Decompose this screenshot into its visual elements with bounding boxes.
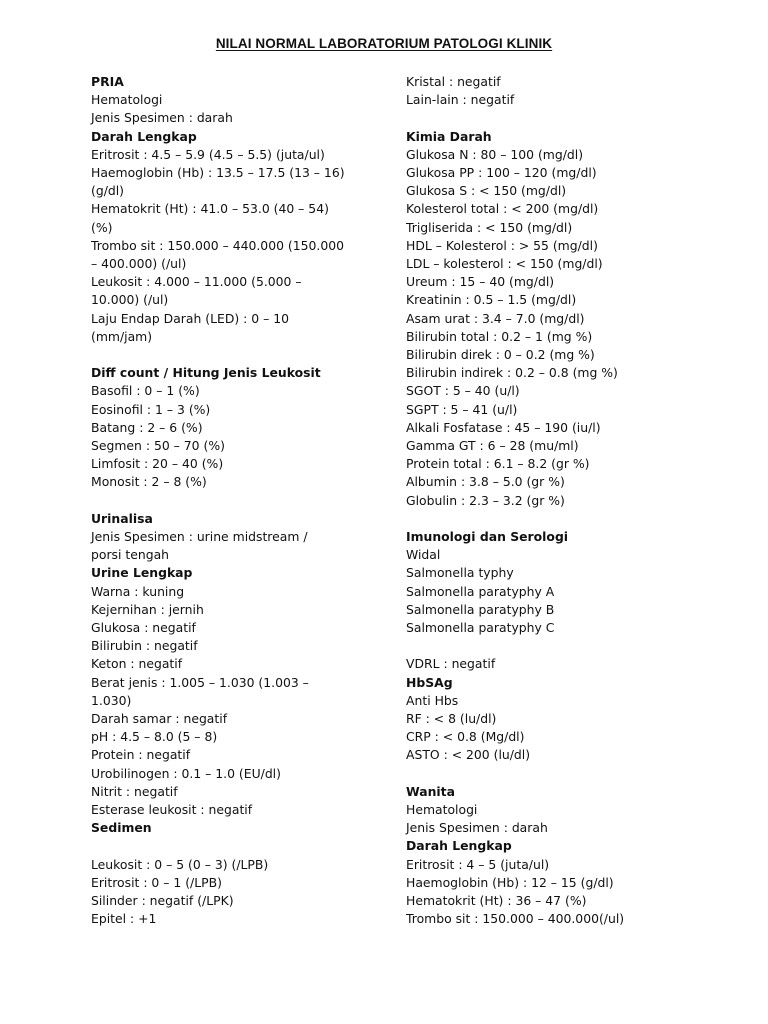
text-line: HDL – Kolesterol : > 55 (mg/dl): [406, 237, 598, 253]
text-line: Bilirubin total : 0.2 – 1 (mg %): [406, 328, 593, 344]
text-line: (g/dl): [91, 183, 125, 199]
text-line: Widal: [406, 547, 441, 563]
text-line: Kejernihan : jernih: [91, 601, 204, 617]
text-line: Anti Hbs: [406, 692, 459, 708]
text-line: 1.030): [91, 692, 132, 708]
text-line: Glukosa PP : 100 – 120 (mg/dl): [406, 165, 597, 180]
text-line: Eritrosit : 4 – 5 (juta/ul): [406, 856, 550, 872]
text-line: Berat jenis : 1.005 – 1.030 (1.003 –: [91, 674, 309, 690]
text-line: pH : 4.5 – 8.0 (5 – 8): [91, 729, 218, 745]
text-line: Jenis Spesimen : urine midstream /: [91, 529, 308, 545]
text-line: (mm/jam): [91, 328, 153, 344]
blank-line: [406, 109, 706, 127]
text-line: Batang : 2 – 6 (%): [91, 419, 203, 435]
text-line: Basofil : 0 – 1 (%): [91, 383, 200, 399]
text-line: Alkali Fosfatase : 45 – 190 (iu/l): [406, 419, 601, 435]
text-line: Segmen : 50 – 70 (%): [91, 438, 225, 454]
text-line: Silinder : negatif (/LPK): [91, 893, 234, 909]
text-line: Eritrosit : 0 – 1 (/LPB): [91, 874, 222, 890]
section-heading: Diff count / Hitung Jenis Leukosit: [91, 365, 321, 381]
section-heading: Wanita: [406, 783, 455, 799]
text-line: Lain-lain : negatif: [406, 92, 515, 108]
text-line: Hematologi: [406, 802, 478, 818]
section-heading: Darah Lengkap: [91, 128, 197, 144]
section-heading: Sedimen: [91, 820, 152, 836]
text-line: Hematokrit (Ht) : 36 – 47 (%): [406, 893, 587, 909]
text-line: CRP : < 0.8 (Mg/dl): [406, 729, 525, 745]
text-line: Trigliserida : < 150 (mg/dl): [406, 219, 573, 235]
text-line: – 400.000) (/ul): [91, 256, 187, 272]
text-line: Kristal : negatif: [406, 74, 501, 89]
section-heading: Urine Lengkap: [91, 565, 193, 581]
blank-line: [406, 765, 706, 783]
text-line: porsi tengah: [91, 547, 170, 563]
blank-line: [406, 637, 706, 655]
text-line: Trombo sit : 150.000 – 440.000 (150.000: [91, 237, 344, 253]
blank-line: [91, 492, 373, 510]
section-heading: Urinalisa: [91, 510, 153, 526]
text-line: Limfosit : 20 – 40 (%): [91, 456, 224, 472]
text-line: Darah samar : negatif: [91, 711, 228, 727]
text-line: Monosit : 2 – 8 (%): [91, 474, 207, 490]
text-line: ASTO : < 200 (lu/dl): [406, 747, 531, 763]
text-line: (%): [91, 219, 113, 235]
text-line: Nitrit : negatif: [91, 783, 178, 799]
blank-line: [91, 346, 373, 364]
text-line: Asam urat : 3.4 – 7.0 (mg/dl): [406, 310, 585, 326]
text-line: Warna : kuning: [91, 583, 185, 599]
text-line: Laju Endap Darah (LED) : 0 – 10: [91, 310, 290, 326]
text-line: LDL – kolesterol : < 150 (mg/dl): [406, 256, 603, 272]
text-line: Urobilinogen : 0.1 – 1.0 (EU/dl): [91, 765, 281, 781]
text-line: Esterase leukosit : negatif: [91, 802, 253, 818]
page-title: NILAI NORMAL LABORATORIUM PATOLOGI KLINIK: [215, 36, 553, 51]
text-line: Kolesterol total : < 200 (mg/dl): [406, 201, 599, 217]
section-heading: HbSAg: [406, 674, 453, 690]
text-line: Ureum : 15 – 40 (mg/dl): [406, 274, 555, 290]
right-column: [406, 73, 706, 928]
left-column: [91, 73, 373, 929]
text-line: Hematologi: [91, 92, 163, 108]
section-heading: Imunologi dan Serologi: [406, 529, 569, 545]
text-line: Kreatinin : 0.5 – 1.5 (mg/dl): [406, 292, 577, 308]
text-line: Bilirubin direk : 0 – 0.2 (mg %): [406, 347, 595, 363]
text-line: Glukosa N : 80 – 100 (mg/dl): [406, 146, 584, 162]
text-line: VDRL : negatif: [406, 656, 496, 672]
text-line: SGOT : 5 – 40 (u/l): [406, 383, 520, 399]
section-heading: Darah Lengkap: [406, 838, 512, 854]
text-line: Protein total : 6.1 – 8.2 (gr %): [406, 456, 590, 472]
blank-line: [406, 510, 706, 528]
text-line: Glukosa : negatif: [91, 620, 196, 636]
text-line: Salmonella typhy: [406, 565, 514, 581]
text-line: Trombo sit : 150.000 – 400.000(/ul): [406, 911, 625, 927]
text-line: Albumin : 3.8 – 5.0 (gr %): [406, 474, 565, 490]
text-line: Leukosit : 4.000 – 11.000 (5.000 –: [91, 274, 302, 290]
text-line: Salmonella paratyphy B: [406, 601, 555, 617]
text-line: Salmonella paratyphy C: [406, 620, 555, 636]
text-line: Haemoglobin (Hb) : 13.5 – 17.5 (13 – 16): [91, 165, 345, 181]
text-line: Haemoglobin (Hb) : 12 – 15 (g/dl): [406, 874, 614, 890]
text-line: Bilirubin : negatif: [91, 638, 198, 654]
section-heading: PRIA: [91, 74, 124, 89]
text-line: Jenis Spesimen : darah: [91, 110, 233, 126]
section-heading: Kimia Darah: [406, 128, 492, 144]
text-line: Salmonella paratyphy A: [406, 583, 555, 599]
text-line: Bilirubin indirek : 0.2 – 0.8 (mg %): [406, 365, 618, 381]
blank-line: [91, 838, 373, 856]
text-line: Protein : negatif: [91, 747, 191, 763]
text-line: Glukosa S : < 150 (mg/dl): [406, 183, 567, 199]
text-line: Epitel : +1: [91, 911, 157, 927]
text-line: Eritrosit : 4.5 – 5.9 (4.5 – 5.5) (juta/ul): [91, 146, 325, 162]
text-line: RF : < 8 (lu/dl): [406, 711, 497, 727]
text-line: 10.000) (/ul): [91, 292, 169, 308]
text-line: Jenis Spesimen : darah: [406, 820, 548, 836]
text-line: Gamma GT : 6 – 28 (mu/ml): [406, 438, 579, 454]
text-line: Eosinofil : 1 – 3 (%): [91, 401, 211, 417]
text-line: SGPT : 5 – 41 (u/l): [406, 401, 518, 417]
text-line: Keton : negatif: [91, 656, 183, 672]
text-line: Leukosit : 0 – 5 (0 – 3) (/LPB): [91, 856, 269, 872]
text-line: Hematokrit (Ht) : 41.0 – 53.0 (40 – 54): [91, 201, 329, 217]
text-line: Globulin : 2.3 – 3.2 (gr %): [406, 492, 565, 508]
